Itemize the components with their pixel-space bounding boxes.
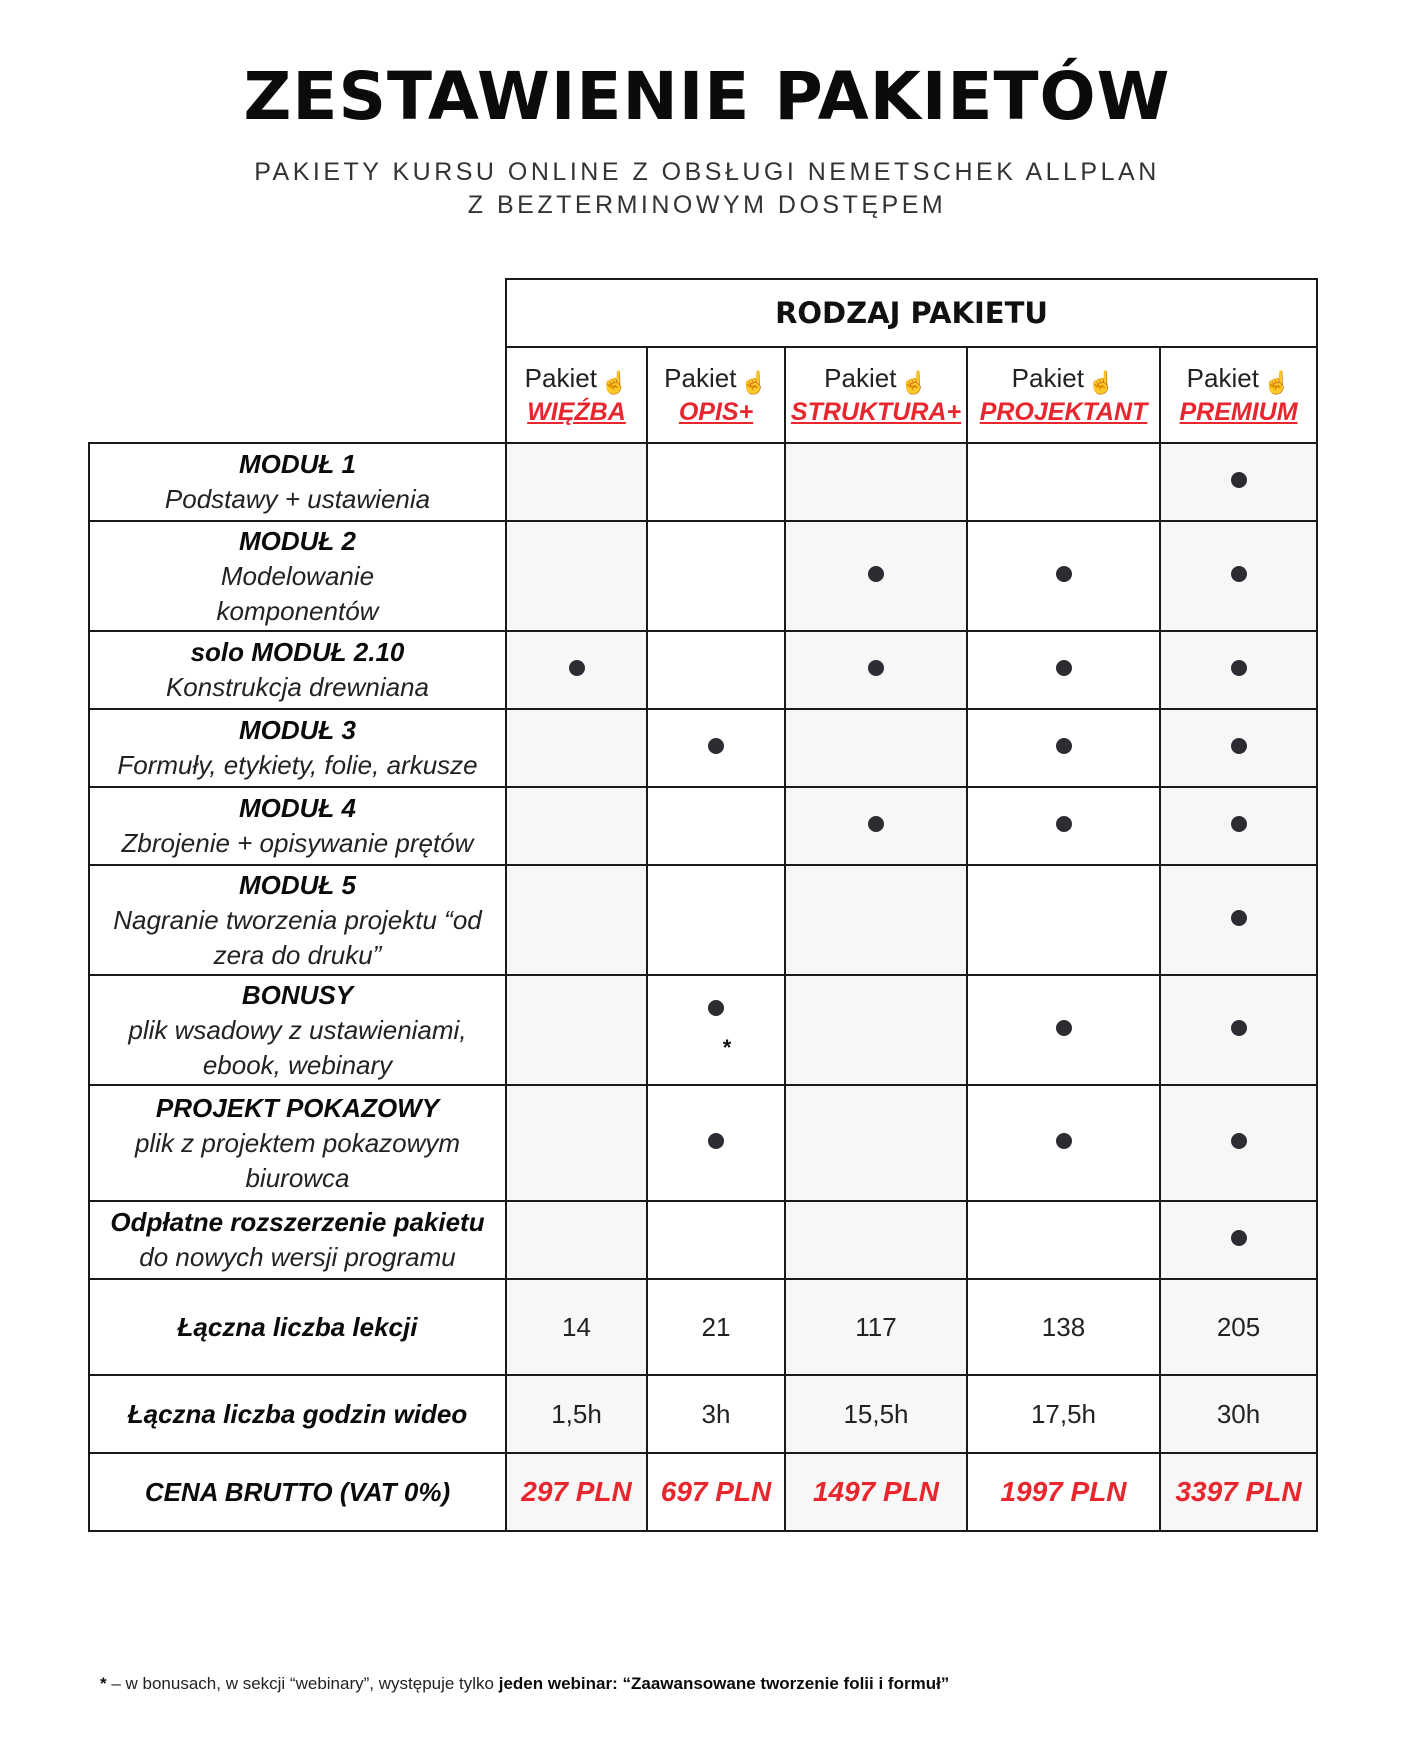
- package-word: Pakiet: [1011, 363, 1084, 394]
- table-row: [89, 1085, 1317, 1201]
- row-label: [89, 865, 506, 975]
- included-dot: [1231, 738, 1247, 754]
- lessons-cell: [506, 1279, 647, 1375]
- row-label: [89, 975, 506, 1085]
- hours-row: [89, 1375, 1317, 1453]
- table-row: [89, 709, 1317, 787]
- inclusion-cell: [506, 631, 647, 709]
- inclusion-cell: [785, 631, 967, 709]
- inclusion-cell: [1160, 443, 1317, 521]
- price-value: 1997 PLN: [1000, 1476, 1127, 1507]
- inclusion-cell: [647, 1085, 785, 1201]
- price-cell: [647, 1453, 785, 1531]
- inclusion-cell: [967, 709, 1160, 787]
- row-label-bold: MODUŁ 5: [239, 869, 356, 900]
- row-label-bold: solo MODUŁ 2.10: [190, 637, 405, 667]
- hours-value: 1,5h: [551, 1398, 602, 1429]
- row-label: [89, 443, 506, 521]
- included-dot: [708, 738, 724, 754]
- row-label: [89, 709, 506, 787]
- price-cell: [1160, 1453, 1317, 1531]
- included-dot: [868, 660, 884, 676]
- lessons-cell: [1160, 1279, 1317, 1375]
- table-body: [89, 443, 1317, 1531]
- table-row: [89, 443, 1317, 521]
- inclusion-cell: [785, 787, 967, 865]
- lessons-cell: [785, 1279, 967, 1375]
- inclusion-cell: [785, 443, 967, 521]
- hours-value: 15,5h: [843, 1398, 909, 1429]
- inclusion-cell: [785, 1085, 967, 1201]
- inclusion-cell: [967, 787, 1160, 865]
- package-word: Pakiet: [524, 363, 597, 394]
- inclusion-cell: [785, 521, 967, 631]
- inclusion-cell: [647, 709, 785, 787]
- inclusion-cell: [785, 865, 967, 975]
- row-label: [89, 631, 506, 709]
- lessons-value: 117: [855, 1311, 897, 1342]
- package-header[interactable]: [647, 347, 785, 443]
- lessons-value: 205: [1216, 1311, 1261, 1342]
- inclusion-cell: [506, 787, 647, 865]
- price-value: 1497 PLN: [812, 1476, 940, 1507]
- price-cell: [506, 1453, 647, 1531]
- row-label-sub: Zbrojenie + opisywanie prętów: [121, 828, 474, 858]
- row-label-sub: Formuły, etykiety, folie, arkusze: [117, 750, 478, 780]
- inclusion-cell: [1160, 709, 1317, 787]
- inclusion-cell: [506, 521, 647, 631]
- included-dot: [1231, 660, 1247, 676]
- package-header[interactable]: [785, 347, 967, 443]
- row-label-bold: MODUŁ 1: [239, 449, 356, 479]
- row-label-bold: MODUŁ 2: [239, 525, 356, 556]
- included-dot: [1231, 1230, 1247, 1246]
- lessons-cell: [967, 1279, 1160, 1375]
- inclusion-cell: [506, 709, 647, 787]
- included-dot: [868, 566, 884, 582]
- subtitle-line-2: Z BEZTERMINOWYM DOSTĘPEM: [467, 191, 947, 219]
- row-label-sub: Podstawy + ustawienia: [164, 484, 431, 514]
- hours-label: [89, 1375, 506, 1453]
- package-header[interactable]: [1160, 347, 1317, 443]
- inclusion-cell: [506, 975, 647, 1085]
- price-cell: [785, 1453, 967, 1531]
- inclusion-cell: [785, 975, 967, 1085]
- lessons-label: [89, 1279, 506, 1375]
- inclusion-cell: [1160, 787, 1317, 865]
- page-title: ZESTAWIENIE PAKIETÓW: [243, 58, 1171, 135]
- inclusion-cell: [967, 443, 1160, 521]
- included-dot: [569, 660, 585, 676]
- package-comparison-table: [88, 278, 1318, 1532]
- inclusion-cell: [647, 1201, 785, 1279]
- inclusion-cell: [506, 443, 647, 521]
- inclusion-cell: [647, 521, 785, 631]
- package-word: Pakiet: [664, 363, 737, 394]
- package-word: Pakiet: [1186, 363, 1259, 394]
- inclusion-cell: [967, 1085, 1160, 1201]
- hand-pointer-icon: ☝: [1087, 369, 1116, 395]
- row-label-sub: Modelowanie komponentów: [216, 560, 379, 626]
- row-label: [89, 1201, 506, 1279]
- inclusion-cell: [506, 865, 647, 975]
- included-dot: [1231, 816, 1247, 832]
- included-dot: [1231, 566, 1247, 582]
- inclusion-cell: [506, 1085, 647, 1201]
- price-row: [89, 1453, 1317, 1531]
- table-header: RODZAJ PAKIETU: [506, 279, 1317, 347]
- row-label: [89, 1085, 506, 1201]
- inclusion-cell: [1160, 1085, 1317, 1201]
- hand-pointer-icon: ☝: [900, 369, 928, 395]
- row-label-bold: MODUŁ 4: [239, 793, 356, 823]
- lessons-label-text: Łączna liczba lekcji: [177, 1311, 418, 1342]
- row-label-sub: do nowych wersji programu: [139, 1242, 456, 1272]
- package-header[interactable]: [967, 347, 1160, 443]
- hours-value: 17,5h: [1030, 1398, 1097, 1429]
- hand-pointer-icon: ☝: [740, 369, 768, 395]
- package-name[interactable]: PREMIUM: [1179, 397, 1298, 426]
- inclusion-cell: [647, 975, 785, 1085]
- hours-value: 3h: [701, 1398, 731, 1429]
- lessons-row: [89, 1279, 1317, 1375]
- inclusion-cell: [967, 521, 1160, 631]
- inclusion-cell: [647, 631, 785, 709]
- hours-cell: [506, 1375, 647, 1453]
- package-name[interactable]: STRUKTURA+: [790, 397, 962, 426]
- row-label-bold: MODUŁ 3: [239, 715, 356, 745]
- hand-pointer-icon: ☝: [1262, 369, 1291, 395]
- table-row: [89, 787, 1317, 865]
- row-label-sub: plik wsadowy z ustawieniami, ebook, webinary: [128, 1014, 467, 1080]
- row-label-bold: Odpłatne rozszerzenie pakietu: [110, 1207, 485, 1237]
- included-dot: [1231, 1133, 1247, 1149]
- hours-cell: [785, 1375, 967, 1453]
- inclusion-cell: [647, 865, 785, 975]
- inclusion-cell: [1160, 631, 1317, 709]
- table-row: [89, 1201, 1317, 1279]
- footnote-asterisk: *: [722, 1034, 732, 1060]
- lessons-value: 21: [701, 1311, 731, 1342]
- footnote-bold: jeden webinar: “Zaawansowane tworzenie folii i formuł”: [498, 1674, 950, 1693]
- row-label-bold: BONUSY: [241, 979, 354, 1010]
- inclusion-cell: [967, 1201, 1160, 1279]
- inclusion-cell: [1160, 521, 1317, 631]
- price-value: 297 PLN: [521, 1476, 632, 1507]
- inclusion-cell: [967, 865, 1160, 975]
- price-value: 697 PLN: [660, 1476, 772, 1507]
- row-label: [89, 521, 506, 631]
- inclusion-cell: [1160, 975, 1317, 1085]
- included-dot: [1056, 816, 1072, 832]
- hand-pointer-icon: ☝: [600, 369, 629, 395]
- included-dot: [1056, 1020, 1072, 1036]
- inclusion-cell: [1160, 865, 1317, 975]
- inclusion-cell: [785, 709, 967, 787]
- package-header[interactable]: [506, 347, 647, 443]
- package-name[interactable]: WIĘŹBA: [527, 397, 626, 426]
- package-name[interactable]: PROJEKTANT: [979, 397, 1148, 426]
- hours-cell: [1160, 1375, 1317, 1453]
- empty-corner: [89, 279, 506, 443]
- hours-cell: [967, 1375, 1160, 1453]
- inclusion-cell: [785, 1201, 967, 1279]
- row-label-sub: Nagranie tworzenia projektu “od zera do druku”: [113, 904, 482, 970]
- hours-label-text: Łączna liczba godzin wideo: [127, 1398, 468, 1429]
- price-value: 3397 PLN: [1175, 1476, 1302, 1507]
- row-label-bold: PROJEKT POKAZOWY: [155, 1092, 440, 1123]
- package-word: Pakiet: [824, 363, 897, 394]
- included-dot: [708, 1000, 724, 1016]
- inclusion-cell: [967, 975, 1160, 1085]
- included-dot: [1056, 1133, 1072, 1149]
- included-dot: [1231, 1020, 1247, 1036]
- lessons-value: 14: [562, 1311, 591, 1342]
- hours-value: 30h: [1216, 1398, 1261, 1429]
- included-dot: [1231, 472, 1247, 488]
- footnote: [100, 1674, 949, 1694]
- hours-cell: [647, 1375, 785, 1453]
- inclusion-cell: [647, 443, 785, 521]
- included-dot: [868, 816, 884, 832]
- inclusion-cell: [1160, 1201, 1317, 1279]
- row-label: [89, 787, 506, 865]
- price-label-text: CENA BRUTTO (VAT 0%): [144, 1476, 451, 1507]
- included-dot: [708, 1133, 724, 1149]
- page-subtitle: [0, 156, 1414, 222]
- inclusion-cell: [647, 787, 785, 865]
- table-row: [89, 631, 1317, 709]
- table-row: [89, 865, 1317, 975]
- inclusion-cell: [967, 631, 1160, 709]
- footnote-text: – w bonusach, w sekcji “webinary”, występuje tylko: [106, 1674, 499, 1693]
- inclusion-cell: [506, 1201, 647, 1279]
- lessons-cell: [647, 1279, 785, 1375]
- subtitle-line-1: PAKIETY KURSU ONLINE Z OBSŁUGI NEMETSCHEK ALLPLAN: [254, 158, 1160, 186]
- table-row: [89, 975, 1317, 1085]
- table-row: [89, 521, 1317, 631]
- row-label-sub: plik z projektem pokazowym biurowca: [134, 1127, 461, 1193]
- row-label-sub: Konstrukcja drewniana: [165, 672, 430, 702]
- price-label: [89, 1453, 506, 1531]
- price-cell: [967, 1453, 1160, 1531]
- lessons-value: 138: [1041, 1311, 1086, 1342]
- included-dot: [1056, 566, 1072, 582]
- included-dot: [1056, 660, 1072, 676]
- included-dot: [1056, 738, 1072, 754]
- package-name[interactable]: OPIS+: [678, 397, 754, 426]
- included-dot: [1231, 910, 1247, 926]
- footnote-star: *: [100, 1674, 107, 1693]
